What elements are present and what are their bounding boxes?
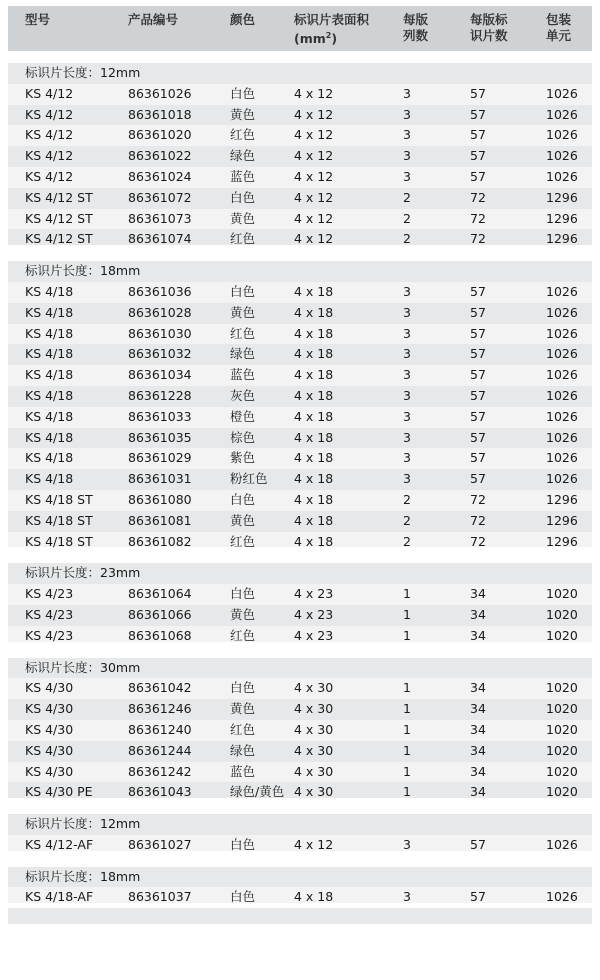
cell-part-number: 86361240	[128, 721, 192, 737]
cell-markers: 34	[470, 680, 486, 696]
cell-columns: 3	[403, 471, 411, 487]
cell-model: KS 4/12	[25, 148, 74, 164]
section-heading-label: 标识片长度：18mm	[25, 868, 141, 884]
cell-packing: 1020	[546, 742, 578, 758]
cell-packing: 1026	[546, 836, 578, 852]
table-row	[8, 626, 592, 647]
cell-area: 4 x 23	[294, 586, 334, 602]
cell-markers: 57	[470, 168, 486, 184]
table-body	[8, 52, 592, 924]
cell-part-number: 86361027	[128, 836, 192, 852]
cell-area: 4 x 12	[294, 168, 334, 184]
section-gap	[8, 856, 592, 867]
section-heading-label: 标识片长度：30mm	[25, 659, 141, 675]
cell-color: 蓝色	[230, 367, 256, 383]
cell-model: KS 4/23	[25, 586, 74, 602]
cell-color: 红色	[230, 627, 256, 643]
header-area-label: 标识片表面积	[294, 12, 370, 27]
cell-packing: 1026	[546, 325, 578, 341]
header-part-number: 产品编号	[128, 12, 179, 27]
cell-packing: 1020	[546, 680, 578, 696]
table-row	[8, 105, 592, 126]
cell-part-number: 86361031	[128, 471, 192, 487]
cell-area: 4 x 12	[294, 210, 334, 226]
table-row	[8, 407, 592, 428]
cell-area: 4 x 18	[294, 408, 334, 424]
table-row	[8, 344, 592, 365]
section-heading	[8, 814, 592, 835]
cell-markers: 57	[470, 889, 486, 905]
cell-markers: 57	[470, 429, 486, 445]
cell-packing: 1296	[546, 231, 578, 247]
cell-columns: 1	[403, 742, 411, 758]
table-row	[8, 84, 592, 105]
header-model: 型号	[25, 12, 51, 27]
cell-packing: 1026	[546, 471, 578, 487]
header-columns-line1: 每版	[403, 12, 429, 27]
cell-columns: 3	[403, 148, 411, 164]
cell-color: 黄色	[230, 106, 256, 122]
cell-markers: 34	[470, 721, 486, 737]
cell-packing: 1020	[546, 763, 578, 779]
cell-model: KS 4/18	[25, 471, 74, 487]
table-row	[8, 699, 592, 720]
table-row	[8, 303, 592, 324]
cell-columns: 2	[403, 533, 411, 549]
cell-markers: 57	[470, 450, 486, 466]
cell-model: KS 4/18	[25, 450, 74, 466]
cell-area: 4 x 12	[294, 189, 334, 205]
cell-area: 4 x 18	[294, 429, 334, 445]
cell-model: KS 4/18	[25, 283, 74, 299]
cell-packing: 1026	[546, 304, 578, 320]
table-row	[8, 167, 592, 188]
cell-markers: 57	[470, 408, 486, 424]
cell-area: 4 x 12	[294, 231, 334, 247]
cell-model: KS 4/18	[25, 429, 74, 445]
header-columns-line2: 列数	[403, 28, 429, 43]
cell-columns: 2	[403, 189, 411, 205]
cell-packing: 1026	[546, 429, 578, 445]
header-markers-line1: 每版标	[470, 12, 508, 27]
cell-part-number: 86361246	[128, 701, 192, 717]
cell-columns: 2	[403, 231, 411, 247]
table-footer-bar	[8, 908, 592, 924]
header-markers-per-sheet	[470, 12, 508, 44]
cell-color: 黄色	[230, 512, 256, 528]
cell-columns: 3	[403, 367, 411, 383]
cell-part-number: 86361018	[128, 106, 192, 122]
cell-color: 红色	[230, 325, 256, 341]
cell-area: 4 x 30	[294, 680, 334, 696]
table-row	[8, 605, 592, 626]
cell-color: 白色	[230, 85, 256, 101]
cell-markers: 57	[470, 148, 486, 164]
cell-columns: 3	[403, 429, 411, 445]
table-row	[8, 584, 592, 605]
cell-columns: 1	[403, 721, 411, 737]
cell-area: 4 x 18	[294, 367, 334, 383]
cell-model: KS 4/18	[25, 367, 74, 383]
cell-color: 白色	[230, 189, 256, 205]
cell-model: KS 4/12 ST	[25, 231, 93, 247]
cell-model: KS 4/30 PE	[25, 784, 93, 800]
cell-part-number: 86361034	[128, 367, 192, 383]
cell-markers: 34	[470, 742, 486, 758]
cell-area: 4 x 18	[294, 450, 334, 466]
cell-markers: 57	[470, 367, 486, 383]
cell-markers: 57	[470, 836, 486, 852]
cell-model: KS 4/18 ST	[25, 533, 93, 549]
cell-part-number: 86361036	[128, 283, 192, 299]
table-row	[8, 678, 592, 699]
cell-markers: 57	[470, 283, 486, 299]
cell-model: KS 4/12	[25, 106, 74, 122]
cell-markers: 34	[470, 784, 486, 800]
cell-markers: 57	[470, 106, 486, 122]
cell-area: 4 x 30	[294, 721, 334, 737]
cell-color: 橙色	[230, 408, 256, 424]
cell-columns: 1	[403, 680, 411, 696]
cell-markers: 57	[470, 127, 486, 143]
cell-part-number: 86361082	[128, 533, 192, 549]
cell-packing: 1026	[546, 106, 578, 122]
cell-model: KS 4/18 ST	[25, 491, 93, 507]
cell-columns: 3	[403, 283, 411, 299]
table-row	[8, 146, 592, 167]
cell-color: 红色	[230, 533, 256, 549]
cell-packing: 1026	[546, 346, 578, 362]
cell-part-number: 86361073	[128, 210, 192, 226]
cell-color: 黄色	[230, 606, 256, 622]
table-row	[8, 532, 592, 553]
cell-packing: 1020	[546, 784, 578, 800]
cell-part-number: 86361022	[128, 148, 192, 164]
cell-model: KS 4/18	[25, 346, 74, 362]
cell-part-number: 86361030	[128, 325, 192, 341]
cell-color: 绿色/黄色	[230, 784, 285, 800]
cell-part-number: 86361074	[128, 231, 192, 247]
cell-packing: 1026	[546, 127, 578, 143]
cell-model: KS 4/30	[25, 742, 74, 758]
section-heading-label: 标识片长度：12mm	[25, 816, 141, 832]
cell-area: 4 x 18	[294, 283, 334, 299]
cell-color: 绿色	[230, 346, 256, 362]
cell-markers: 57	[470, 85, 486, 101]
table-row	[8, 282, 592, 303]
cell-markers: 34	[470, 763, 486, 779]
cell-packing: 1296	[546, 491, 578, 507]
cell-packing: 1296	[546, 189, 578, 205]
header-packing-line2: 单元	[546, 28, 572, 43]
cell-markers: 72	[470, 189, 486, 205]
section-gap	[8, 250, 592, 261]
cell-area: 4 x 23	[294, 606, 334, 622]
cell-columns: 1	[403, 627, 411, 643]
cell-part-number: 86361032	[128, 346, 192, 362]
cell-columns: 1	[403, 784, 411, 800]
header-area-unit	[294, 28, 369, 47]
cell-columns: 1	[403, 606, 411, 622]
section-heading	[8, 563, 592, 584]
cell-area: 4 x 12	[294, 127, 334, 143]
cell-columns: 3	[403, 346, 411, 362]
cell-color: 红色	[230, 127, 256, 143]
header-area-unit-pre: (mm	[294, 31, 326, 47]
cell-columns: 2	[403, 512, 411, 528]
cell-packing: 1026	[546, 408, 578, 424]
cell-columns: 3	[403, 408, 411, 424]
cell-color: 黄色	[230, 304, 256, 320]
cell-part-number: 86361029	[128, 450, 192, 466]
cell-packing: 1026	[546, 168, 578, 184]
cell-part-number: 86361064	[128, 586, 192, 602]
cell-markers: 34	[470, 701, 486, 717]
cell-model: KS 4/18	[25, 408, 74, 424]
cell-area: 4 x 18	[294, 304, 334, 320]
cell-color: 白色	[230, 680, 256, 696]
table-row	[8, 887, 592, 908]
cell-part-number: 86361042	[128, 680, 192, 696]
table-row	[8, 125, 592, 146]
cell-packing: 1296	[546, 533, 578, 549]
table-row	[8, 490, 592, 511]
cell-model: KS 4/18	[25, 387, 74, 403]
cell-packing: 1020	[546, 586, 578, 602]
cell-model: KS 4/12 ST	[25, 210, 93, 226]
cell-columns: 3	[403, 85, 411, 101]
cell-model: KS 4/30	[25, 701, 74, 717]
cell-columns: 2	[403, 210, 411, 226]
cell-columns: 3	[403, 127, 411, 143]
section-heading	[8, 63, 592, 84]
cell-area: 4 x 18	[294, 325, 334, 341]
cell-color: 黄色	[230, 701, 256, 717]
header-color: 颜色	[230, 12, 256, 27]
cell-part-number: 86361244	[128, 742, 192, 758]
cell-area: 4 x 30	[294, 701, 334, 717]
cell-model: KS 4/12	[25, 168, 74, 184]
section-heading-label: 标识片长度：23mm	[25, 565, 141, 581]
section-gap	[8, 552, 592, 563]
section-gap	[8, 52, 592, 63]
cell-model: KS 4/18-AF	[25, 889, 94, 905]
cell-part-number: 86361037	[128, 889, 192, 905]
cell-columns: 3	[403, 836, 411, 852]
cell-model: KS 4/23	[25, 627, 74, 643]
cell-area: 4 x 18	[294, 512, 334, 528]
cell-columns: 1	[403, 586, 411, 602]
cell-model: KS 4/18 ST	[25, 512, 93, 528]
table-row	[8, 386, 592, 407]
cell-columns: 3	[403, 304, 411, 320]
cell-color: 红色	[230, 231, 256, 247]
cell-color: 绿色	[230, 148, 256, 164]
cell-packing: 1296	[546, 512, 578, 528]
section-heading	[8, 867, 592, 888]
cell-markers: 72	[470, 533, 486, 549]
cell-markers: 72	[470, 231, 486, 247]
table-row	[8, 448, 592, 469]
cell-columns: 3	[403, 450, 411, 466]
cell-markers: 57	[470, 387, 486, 403]
cell-part-number: 86361028	[128, 304, 192, 320]
table-row	[8, 209, 592, 230]
cell-part-number: 86361024	[128, 168, 192, 184]
table-row	[8, 835, 592, 856]
header-area-unit-post: )	[331, 31, 338, 47]
cell-color: 紫色	[230, 450, 256, 466]
cell-area: 4 x 30	[294, 763, 334, 779]
cell-markers: 72	[470, 512, 486, 528]
cell-color: 粉红色	[230, 471, 268, 487]
cell-color: 蓝色	[230, 168, 256, 184]
cell-model: KS 4/12 ST	[25, 189, 93, 205]
cell-part-number: 86361072	[128, 189, 192, 205]
cell-color: 蓝色	[230, 763, 256, 779]
cell-part-number: 86361081	[128, 512, 192, 528]
cell-packing: 1020	[546, 721, 578, 737]
cell-model: KS 4/30	[25, 763, 74, 779]
header-packing-line1: 包装	[546, 12, 572, 27]
cell-packing: 1026	[546, 148, 578, 164]
cell-color: 白色	[230, 586, 256, 602]
cell-markers: 72	[470, 491, 486, 507]
table-row	[8, 229, 592, 250]
cell-area: 4 x 12	[294, 836, 334, 852]
cell-color: 棕色	[230, 429, 256, 445]
section-gap	[8, 803, 592, 814]
table-row	[8, 469, 592, 490]
cell-model: KS 4/30	[25, 721, 74, 737]
cell-packing: 1026	[546, 283, 578, 299]
cell-part-number: 86361026	[128, 85, 192, 101]
cell-model: KS 4/30	[25, 680, 74, 696]
cell-packing: 1296	[546, 210, 578, 226]
cell-area: 4 x 18	[294, 471, 334, 487]
cell-part-number: 86361020	[128, 127, 192, 143]
cell-markers: 72	[470, 210, 486, 226]
cell-area: 4 x 18	[294, 889, 334, 905]
cell-markers: 57	[470, 346, 486, 362]
cell-color: 绿色	[230, 742, 256, 758]
cell-part-number: 86361043	[128, 784, 192, 800]
section-heading-label: 标识片长度：12mm	[25, 65, 141, 80]
cell-columns: 1	[403, 763, 411, 779]
table-row	[8, 324, 592, 345]
cell-area: 4 x 12	[294, 106, 334, 122]
cell-model: KS 4/23	[25, 606, 74, 622]
cell-part-number: 86361068	[128, 627, 192, 643]
cell-markers: 57	[470, 471, 486, 487]
cell-color: 白色	[230, 283, 256, 299]
cell-columns: 3	[403, 325, 411, 341]
table-header	[8, 6, 592, 51]
cell-area: 4 x 23	[294, 627, 334, 643]
cell-color: 黄色	[230, 210, 256, 226]
cell-model: KS 4/12	[25, 85, 74, 101]
cell-area: 4 x 12	[294, 85, 334, 101]
table-row	[8, 720, 592, 741]
table-row	[8, 365, 592, 386]
cell-model: KS 4/18	[25, 325, 74, 341]
cell-color: 白色	[230, 836, 256, 852]
cell-color: 白色	[230, 889, 256, 905]
cell-packing: 1026	[546, 450, 578, 466]
cell-area: 4 x 18	[294, 491, 334, 507]
cell-area: 4 x 18	[294, 346, 334, 362]
cell-part-number: 86361242	[128, 763, 192, 779]
header-columns-per-sheet	[403, 12, 428, 44]
cell-area: 4 x 12	[294, 148, 334, 164]
cell-columns: 3	[403, 168, 411, 184]
cell-markers: 57	[470, 304, 486, 320]
cell-packing: 1026	[546, 367, 578, 383]
cell-area: 4 x 30	[294, 742, 334, 758]
header-markers-line2: 识片数	[470, 28, 508, 43]
cell-part-number: 86361066	[128, 606, 192, 622]
cell-area: 4 x 18	[294, 387, 334, 403]
table-row	[8, 741, 592, 762]
header-area-unit-sup: 2	[325, 31, 332, 40]
cell-area: 4 x 30	[294, 784, 334, 800]
table-row	[8, 782, 592, 803]
cell-part-number: 86361035	[128, 429, 192, 445]
cell-color: 红色	[230, 721, 256, 737]
cell-columns: 3	[403, 387, 411, 403]
cell-columns: 3	[403, 889, 411, 905]
cell-part-number: 86361033	[128, 408, 192, 424]
cell-markers: 57	[470, 325, 486, 341]
header-packing-unit	[546, 12, 571, 44]
table-row	[8, 511, 592, 532]
cell-markers: 34	[470, 606, 486, 622]
cell-packing: 1020	[546, 627, 578, 643]
cell-columns: 3	[403, 106, 411, 122]
cell-packing: 1020	[546, 606, 578, 622]
cell-part-number: 86361080	[128, 491, 192, 507]
cell-markers: 34	[470, 586, 486, 602]
header-area	[294, 12, 369, 47]
cell-color: 灰色	[230, 387, 256, 403]
cell-columns: 1	[403, 701, 411, 717]
cell-model: KS 4/18	[25, 304, 74, 320]
cell-packing: 1026	[546, 387, 578, 403]
table-row	[8, 762, 592, 783]
table-row	[8, 428, 592, 449]
cell-markers: 34	[470, 627, 486, 643]
cell-area: 4 x 18	[294, 533, 334, 549]
cell-packing: 1026	[546, 889, 578, 905]
section-gap	[8, 647, 592, 658]
cell-model: KS 4/12-AF	[25, 836, 94, 852]
cell-columns: 2	[403, 491, 411, 507]
section-heading-label: 标识片长度：18mm	[25, 263, 141, 279]
table-row	[8, 188, 592, 209]
cell-part-number: 86361228	[128, 387, 192, 403]
section-heading	[8, 261, 592, 282]
cell-packing: 1020	[546, 701, 578, 717]
cell-color: 白色	[230, 491, 256, 507]
cell-packing: 1026	[546, 85, 578, 101]
cell-model: KS 4/12	[25, 127, 74, 143]
section-heading	[8, 658, 592, 679]
